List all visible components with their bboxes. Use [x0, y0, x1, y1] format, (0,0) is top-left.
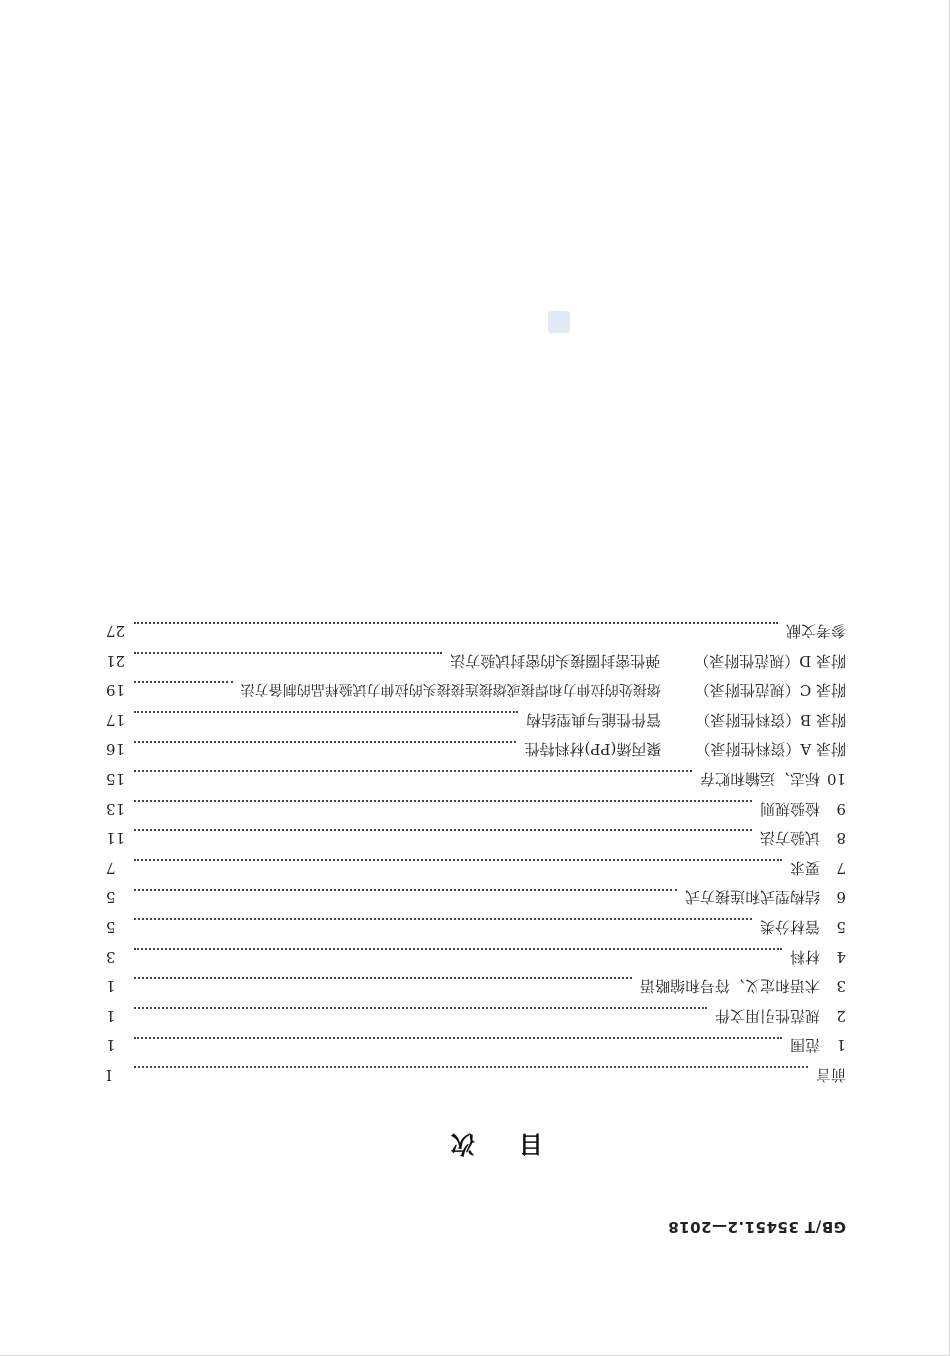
leader-dots — [134, 829, 752, 831]
toc-entry-number: 附录 C（规范性附录） — [694, 681, 846, 700]
toc-entry-page: 3 — [106, 947, 116, 966]
leader-dots — [134, 977, 632, 979]
toc-entry-page: 16 — [106, 740, 126, 759]
scan-watermark-mark — [548, 311, 570, 333]
toc-entry-label: 管材分类 — [759, 918, 820, 937]
toc-entry-label: 要求 — [789, 858, 820, 877]
toc-entry-label: 参考文献 — [785, 622, 846, 641]
toc-entry-number: 7 — [836, 858, 846, 877]
toc-entry-6[interactable] — [106, 879, 846, 909]
toc-entry-page: 17 — [106, 710, 126, 729]
leader-dots — [134, 948, 782, 950]
toc-entry-5[interactable] — [106, 908, 846, 938]
toc-entry-7[interactable] — [106, 849, 846, 879]
toc-entry-annex-c[interactable] — [106, 672, 846, 702]
toc-entry-number: 附录 A（资料性附录） — [695, 740, 846, 759]
toc-entry-number: 附录 D（规范性附录） — [694, 651, 846, 670]
leader-dots — [134, 711, 518, 713]
leader-dots — [134, 889, 677, 891]
toc-entry-number: 9 — [836, 799, 846, 818]
toc-entry-annex-b[interactable] — [106, 701, 846, 731]
leader-dots — [134, 1066, 808, 1068]
toc-entry-references[interactable] — [106, 613, 846, 643]
toc-entry-page: 5 — [106, 918, 116, 937]
leader-dots — [134, 1037, 782, 1039]
toc-entry-foreword[interactable] — [106, 1056, 846, 1086]
toc-entry-page: 11 — [106, 829, 126, 848]
toc-entry-page: 21 — [106, 651, 126, 670]
toc-entry-number: 8 — [836, 829, 846, 848]
toc-entry-label: 材料 — [789, 947, 820, 966]
toc-entry-label: 熔接处的拉伸力和焊接或熔接连接接头的拉伸力试验样品的制备方法 — [240, 681, 661, 698]
toc-entry-number: 2 — [836, 1006, 846, 1025]
toc-entry-label: 管件性能与典型结构 — [526, 710, 662, 729]
toc-entry-page: 5 — [106, 888, 116, 907]
toc-entry-annex-a[interactable] — [106, 731, 846, 761]
toc-entry-label: 结构型式和连接方式 — [684, 888, 820, 907]
leader-dots — [134, 1007, 707, 1009]
toc-entry-label: 弹性密封圈接头的密封试验方法 — [450, 651, 661, 670]
standard-number: GB/T 35451.2—2018 — [667, 1218, 846, 1236]
toc-entry-8[interactable] — [106, 820, 846, 850]
toc-entry-annex-d[interactable] — [106, 642, 846, 672]
toc-entry-number: 1 — [836, 1036, 846, 1055]
toc-entry-2[interactable] — [106, 997, 846, 1027]
leader-dots — [134, 770, 692, 772]
leader-dots — [134, 681, 233, 683]
toc-entry-page: 15 — [106, 770, 126, 789]
toc-entry-number: 附录 B（资料性附录） — [695, 710, 846, 729]
leader-dots — [134, 652, 442, 654]
toc-entry-number: 3 — [836, 977, 846, 996]
toc-entry-page: 13 — [106, 799, 126, 818]
toc-entry-page: 27 — [106, 622, 126, 641]
toc-entry-label: 聚丙烯(PP)材料特性 — [524, 740, 662, 759]
toc-entry-label: 前言 — [815, 1066, 846, 1084]
toc-entry-3[interactable] — [106, 968, 846, 998]
toc-entry-1[interactable] — [106, 1027, 846, 1057]
toc-entry-9[interactable] — [106, 790, 846, 820]
toc-entry-label: 术语和定义、符号和缩略语 — [639, 977, 820, 996]
toc-list — [106, 613, 846, 1087]
toc-entry-number: 5 — [836, 918, 846, 937]
toc-entry-page: 1 — [106, 977, 116, 996]
toc-entry-page: 1 — [106, 1006, 116, 1025]
toc-title: 目次 — [407, 1130, 543, 1159]
toc-entry-page: 19 — [106, 681, 126, 700]
toc-entry-page: 1 — [106, 1036, 116, 1055]
toc-entry-number: 6 — [836, 888, 846, 907]
toc-entry-label: 标志、运输和贮存 — [699, 770, 820, 789]
toc-entry-page: 7 — [106, 858, 116, 877]
toc-entry-number: 4 — [836, 947, 846, 966]
toc-entry-4[interactable] — [106, 938, 846, 968]
leader-dots — [134, 859, 782, 861]
toc-entry-label: 规范性引用文件 — [714, 1006, 820, 1025]
leader-dots — [134, 622, 778, 624]
toc-entry-number: 10 — [826, 770, 846, 789]
leader-dots — [134, 800, 752, 802]
leader-dots — [134, 741, 517, 743]
leader-dots — [134, 918, 752, 920]
toc-entry-label: 范围 — [789, 1036, 820, 1055]
toc-entry-10[interactable] — [106, 760, 846, 790]
toc-entry-label: 检验规则 — [759, 799, 820, 818]
toc-entry-page: Ⅰ — [106, 1066, 112, 1084]
toc-entry-label: 试验方法 — [759, 829, 820, 848]
